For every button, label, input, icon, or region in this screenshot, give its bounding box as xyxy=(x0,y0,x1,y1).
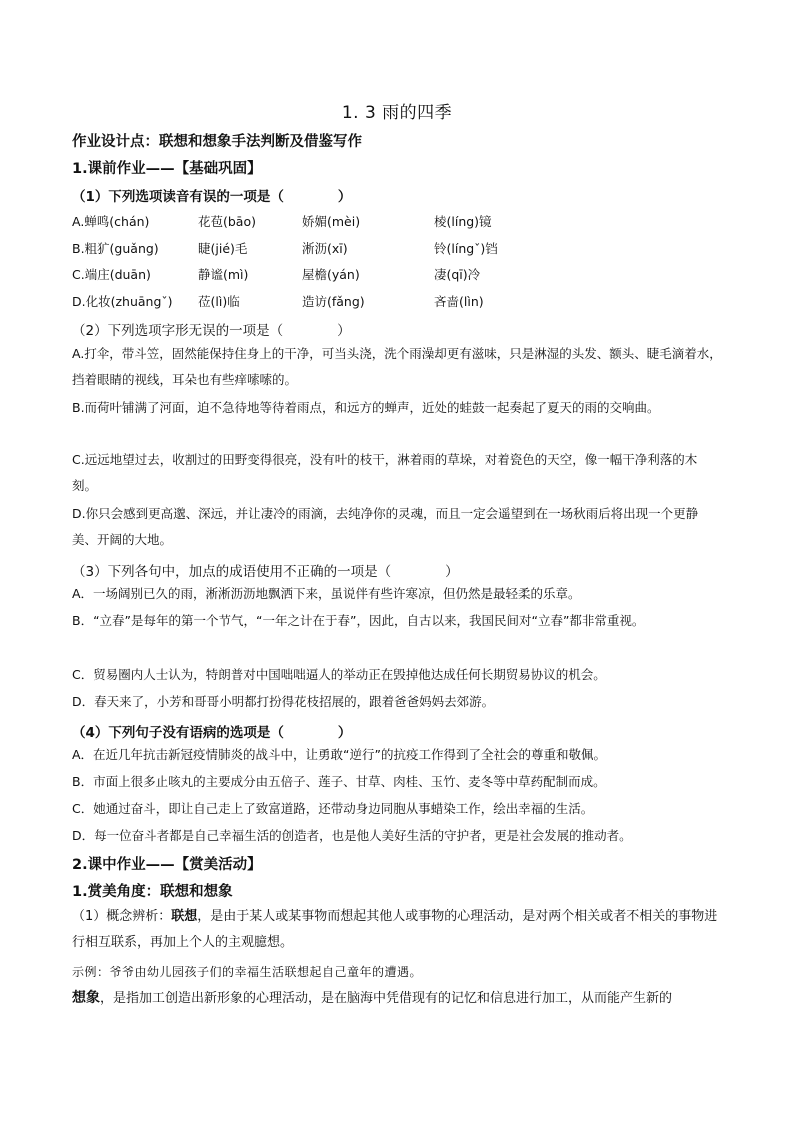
q1-b-1: B.粗犷(guǎng) xyxy=(72,241,159,256)
q1-a-4: 棱(líng)镜 xyxy=(434,214,492,229)
section2-heading: 2.课中作业——【赏美活动】 xyxy=(72,857,262,873)
q2-option-a: A.打伞，带斗笠，固然能保持住身上的干净，可当头浇，洗个雨澡却更有滋味，只是淋湿的头发、额头、睫毛滴着水，挡着眼睛的视线，耳朵也有些痒嗦嗦的。 xyxy=(72,346,722,387)
q2-option-d: D.你只会感到更高邈、深远，并让凄冷的雨滴，去纯净你的灵魂，而且一定会遥望到在一场秋雨后将出现一个更静美、开阔的大地。 xyxy=(72,506,699,547)
q1-d-1: D.化妆(zhuāngˇ) xyxy=(72,294,173,309)
q4-option-c: C．她通过奋斗，即让自己走上了致富道路，还带动身边同胞从事蜡染工作，绘出幸福的生活。 xyxy=(72,801,594,816)
concept-prefix: （1）概念辨析： xyxy=(72,909,172,924)
q1-c-4: 凄(qī)冷 xyxy=(434,267,481,282)
page-title: 1. 3 雨的四季 xyxy=(341,103,453,123)
example-note: 示例：爷爷由幼儿园孩子们的幸福生活联想起自己童年的遭遇。 xyxy=(72,965,423,979)
imagination-paragraph xyxy=(72,985,722,1012)
q4-option-b: B．市面上很多止咳丸的主要成分由五倍子、莲子、甘草、肉桂、玉竹、麦冬等中草药配制而成。 xyxy=(72,774,606,789)
q2-stem: （2）下列选项字形无误的一项是（ ） xyxy=(72,323,351,339)
q2-option-c: C.远远地望过去，收割过的田野变得很亮，没有叶的枝干，淋着雨的草垛，对着瓷色的天空，像一幅干净利落的木刻。 xyxy=(72,452,698,493)
concept-term: 联想 xyxy=(171,909,198,924)
concept-paragraph xyxy=(72,904,722,956)
q3-option-a: A．一场阔别已久的雨，淅淅沥沥地飘洒下来，虽说伴有些许寒凉，但仍然是最轻柔的乐章。 xyxy=(72,586,581,601)
q4-option-d: D．每一位奋斗者都是自己幸福生活的创造者，也是他人美好生活的守护者，更是社会发展的推动者。 xyxy=(72,828,632,843)
q1-stem: （1）下列选项读音有误的一项是（ ） xyxy=(72,189,352,205)
q1-d-3: 造访(fǎng) xyxy=(302,294,365,309)
q1-b-4: 铃(língˇ)铛 xyxy=(434,241,498,256)
q3-stem: （3）下列各句中，加点的成语使用不正确的一项是（ ） xyxy=(72,564,459,580)
q1-c-3: 屋檐(yán) xyxy=(302,267,360,282)
imagine-body: ，是指加工创造出新形象的心理活动，是在脑海中凭借现有的记忆和信息进行加工，从而能产生新的 xyxy=(100,991,673,1006)
imagine-term: 想象 xyxy=(72,990,100,1006)
design-point: 作业设计点：联想和想象手法判断及借鉴写作 xyxy=(72,134,362,150)
q1-a-3: 娇媚(mèi) xyxy=(302,214,361,229)
q1-b-2: 睫(jié)毛 xyxy=(198,241,248,256)
section1-heading: 1.课前作业——【基础巩固】 xyxy=(72,161,262,177)
q1-d-2: 莅(lì)临 xyxy=(198,294,240,309)
q3-option-d: D．春天来了，小芳和哥哥小明都打扮得花枝招展的，跟着爸爸妈妈去郊游。 xyxy=(72,694,495,709)
concept-body: ，是由于某人或某事物而想起其他人或事物的心理活动，是对两个相关或者不相关的事物进行相互联系，再加上个人的主观臆想。 xyxy=(72,909,718,950)
q1-a-1: A.蝉鸣(chán) xyxy=(72,214,150,229)
q1-c-2: 静谧(mì) xyxy=(198,267,249,282)
q3-option-c: C．贸易圈内人士认为，特朗普对中国咄咄逼人的举动正在毁掉他达成任何长期贸易协议的机会。 xyxy=(72,667,606,682)
appreciation-angle: 1.赏美角度：联想和想象 xyxy=(72,884,233,900)
q4-option-a: A．在近几年抗击新冠疫情肺炎的战斗中，让勇敢“逆行”的抗疫工作得到了全社会的尊重和敬佩。 xyxy=(72,747,607,762)
q1-c-1: C.端庄(duān) xyxy=(72,267,151,282)
q3-option-b: B．“立春”是每年的第一个节气，“一年之计在于春”，因此，自古以来，我国民间对“立春”都非常重视。 xyxy=(72,613,645,628)
q1-a-2: 花苞(bāo) xyxy=(198,214,256,229)
q4-stem: （4）下列句子没有语病的选项是（ ） xyxy=(72,725,352,741)
q1-b-3: 淅沥(xī) xyxy=(302,241,348,256)
q1-d-4: 吝啬(lìn) xyxy=(434,294,484,309)
q2-option-b: B.而荷叶铺满了河面，迫不急待地等待着雨点，和远方的蝉声，近处的蛙鼓一起奏起了夏天的雨的交响曲。 xyxy=(72,400,660,415)
